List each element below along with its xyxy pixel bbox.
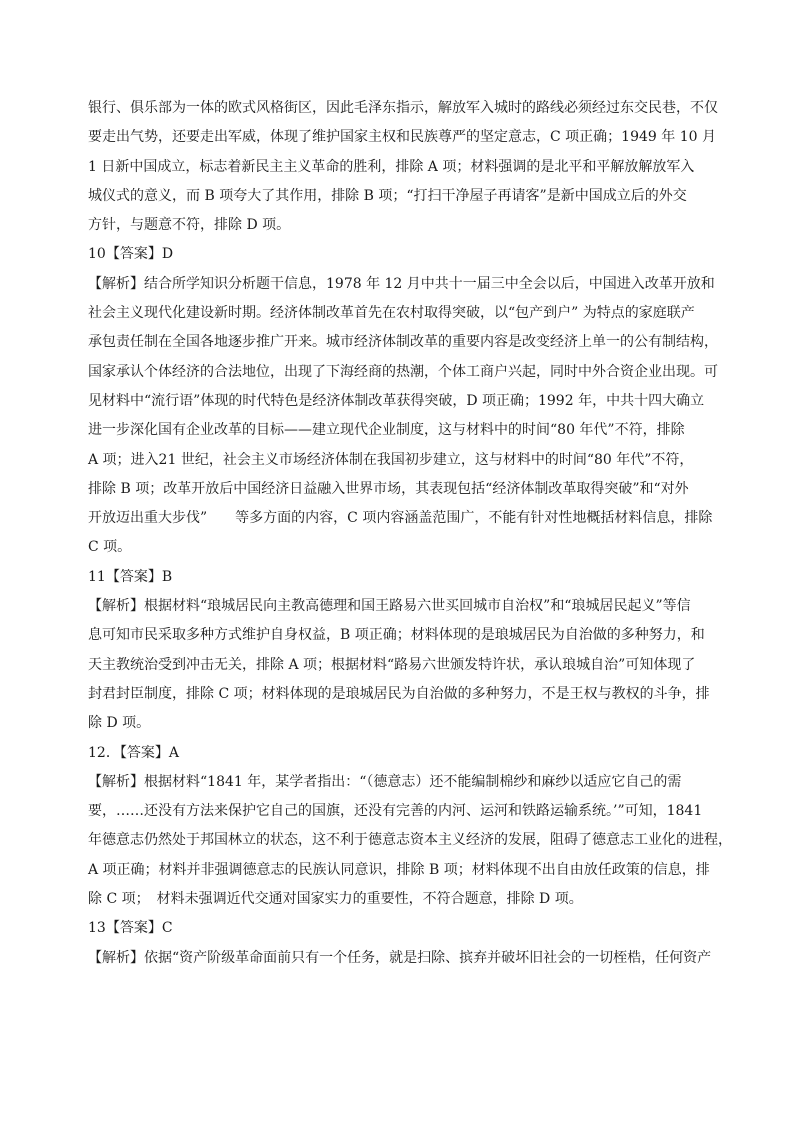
- document-body: [88, 94, 732, 973]
- text-line: 国家承认个体经济的合法地位，出现了下海经商的热潮，个体工商户兴起，同时中外合资企业出现。可: [88, 363, 718, 380]
- text-line: 要，……还没有方法来保护它自己的国旗，还没有完善的内河、运河和铁路运输系统。’”可知，1841: [88, 803, 703, 820]
- text-line: 【解析】依据“资产阶级革命面前只有一个任务，就是扫除、摈弃并破坏旧社会的一切桎梏，任何资产: [88, 949, 712, 966]
- text-line: 城仪式的意义，而 B 项夸大了其作用，排除 B 项；“打扫干净屋子再请客”是新中国成立后的外交: [88, 187, 687, 204]
- text-line: A 项；进入21 世纪，社会主义市场经济体制在我国初步建立，这与材料中的时间“80 年代”不符，: [88, 451, 694, 468]
- text-line: 见材料中“流行语”体现的时代特色是经济体制改革获得突破，D 项正确；1992 年，中共十四大确立: [88, 392, 705, 409]
- text-line: 封君封臣制度，排除 C 项；材料体现的是琅城居民为自治做的多种努力，不是王权与教权的斗争，排: [88, 685, 710, 702]
- text-line: C 项。: [88, 539, 132, 556]
- text-line: 年德意志仍然处于邦国林立的状态，这不利于德意志资本主义经济的发展，阻碍了德意志工业化的进程，: [88, 832, 732, 849]
- answer-heading: 11【答案】B: [88, 568, 173, 585]
- answer-heading: 13【答案】C: [88, 920, 173, 937]
- text-line: 方针，与题意不符，排除 D 项。: [88, 217, 291, 234]
- text-line: 银行、俱乐部为一体的欧式风格街区，因此毛泽东指示，解放军入城时的路线必须经过东交民巷，不仅: [88, 100, 718, 116]
- text-line: 【解析】结合所学知识分析题干信息，1978 年 12 月中共十一届三中全会以后，中国进入改革开放和: [88, 275, 715, 292]
- text-line: 社会主义现代化建设新时期。经济体制改革首先在农村取得突破，以“包产到户” 为特点的家庭联产: [88, 305, 695, 322]
- text-line: 除 D 项。: [88, 715, 151, 732]
- text-line: 1 日新中国成立，标志着新民主主义革命的胜利，排除 A 项；材料强调的是北平和平解放解放军入: [88, 158, 695, 175]
- text-line: 除 C 项； 材料未强调近代交通对国家实力的重要性，不符合题意，排除 D 项。: [88, 891, 583, 908]
- text-line: 天主教统治受到冲击无关，排除 A 项；根据材料“路易六世颁发特许状，承认琅城自治”可知体现了: [88, 656, 696, 673]
- text-line: 息可知市民采取多种方式维护自身权益，B 项正确；材料体现的是琅城居民为自治做的多种努力，和: [88, 627, 705, 644]
- text-line: 承包责任制在全国各地逐步推广开来。城市经济体制改革的重要内容是改变经济上单一的公有制结构，: [88, 334, 718, 351]
- answer-heading: 10【答案】D: [88, 246, 174, 263]
- text-line: A 项正确；材料并非强调德意志的民族认同意识，排除 B 项；材料体现不出自由放任政策的信息，排: [88, 861, 710, 878]
- text-line: 排除 B 项；改革开放后中国经济日益融入世界市场，其表现包括“经济体制改革取得突破”和“对外: [88, 480, 689, 497]
- text-line: 【解析】根据材料“琅城居民向主教高德理和国王路易六世买回城市自治权”和“琅城居民起义”等信: [88, 598, 691, 615]
- text-line: 开放迈出重大步伐” 等多方面的内容，C 项内容涵盖范围广，不能有针对性地概括材料信息，排除: [88, 510, 713, 527]
- answer-heading: 12．【答案】A: [88, 744, 179, 761]
- text-line: 进一步深化国有企业改革的目标——建立现代企业制度，这与材料中的时间“80 年代”不符，排除: [88, 422, 685, 439]
- text-line: 要走出气势，还要走出军威，体现了维护国家主权和民族尊严的坚定意志，C 项正确；1949 年 10 月: [88, 129, 716, 146]
- text-line: 【解析】根据材料“1841 年，某学者指出：“（德意志）还不能编制棉纱和麻纱以适应它自己的需: [88, 773, 682, 790]
